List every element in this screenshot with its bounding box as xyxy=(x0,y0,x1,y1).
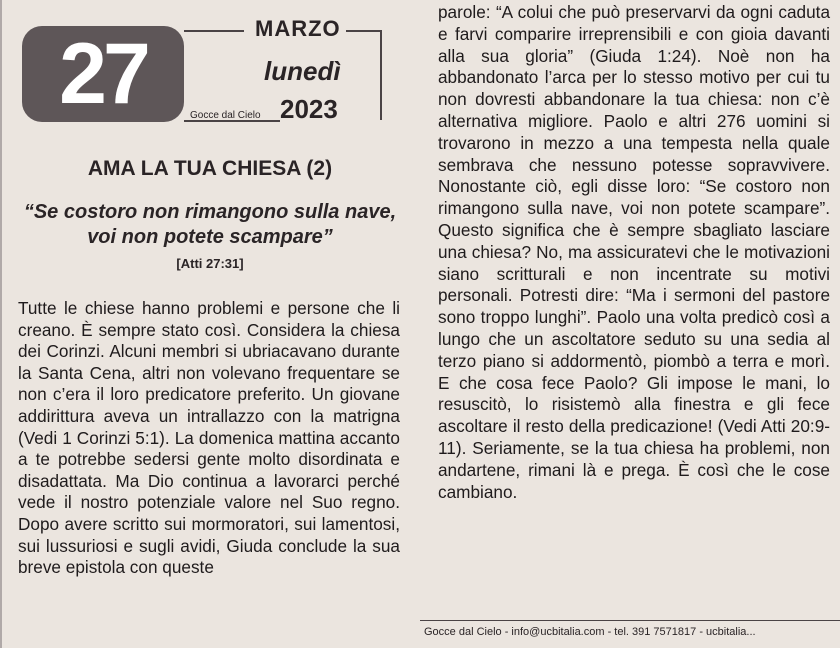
month-label: MARZO xyxy=(255,16,341,41)
day-number: 27 xyxy=(59,26,147,122)
series-name: Gocce dal Cielo xyxy=(190,110,261,121)
footer-divider xyxy=(420,620,840,621)
right-column xyxy=(420,0,840,648)
footer-contact: Gocce dal Cielo - info@ucbitalia.com - tel. 391 7571817 - ucbitalia... xyxy=(424,626,756,638)
header-line-side xyxy=(380,30,382,120)
header-line-top xyxy=(184,30,244,32)
body-text-left: Tutte le chiese hanno problemi e persone che li creano. È sempre stato così. Considera la chiesa dei Corinzi. Alcuni membri si ubriacavano durante la Santa Cena, altri non volevano frequentare se non c’era il loro predicatore preferito. Un giovane addirittura aveva un intrallazzo con la matrigna (Vedi 1 Corinzi 5:1). La domenica mattina accanto a te potrebbe sedersi gente molto disordinata e disadattata. Ma Dio continua a lavorarci perché vede il nostro potenziale valore nel Suo regno. Dopo avere scritto sui mormoratori, sui lamentosi, sui lussuriosi e sugli avidi, Giuda conclude la sua breve epistola con queste xyxy=(18,298,400,578)
body-text-right: parole: “A colui che può preservarvi da ogni caduta e farvi comparire irreprensibili e con gioia davanti alla sua gloria” (Giuda 1:24). Noè non ha abbandonato l’arca per lo stesso motivo per cui tu non dovresti abbandonare la tua chiesa: non c’è alternativa migliore. Paolo e altri 276 uomini si trovarono in mezzo a una tempesta nella quale sembrava che nessuno potesse sopravvivere. Nonostante ciò, egli disse loro: “Se costoro non rimangono sulla nave, voi non potete scampare”. Questo significa che è sempre sbagliato lasciare una chiesa? No, ma assicuratevi che le motivazioni siano scritturali e non incentrate su motivi personali. Potresti dire: “Ma i sermoni del pastore sono troppo lunghi”. Paolo una volta predicò così a lungo che un ascoltatore seduto su una sedia al terzo piano si addormentò, piombò a terra e morì. E che cosa fece Paolo? Gli impose le mani, lo resuscitò, lo risistemò alla finestra e gli fece ascoltare il resto della predicazione! (Vedi Atti 20:9-11). Seriamente, se la tua chiesa ha problemi, non andartene, rimani là e prega. È così che le cose cambiano. xyxy=(438,2,830,502)
date-badge xyxy=(22,26,184,122)
weekday-label: lunedì xyxy=(264,56,341,86)
header-line-top-right xyxy=(346,30,380,32)
year-label: 2023 xyxy=(280,94,338,124)
bible-quote: “Se costoro non rimangono sulla nave, voi non potete scampare” xyxy=(23,201,397,248)
bible-reference: [Atti 27:31] xyxy=(176,256,244,271)
devotional-title: AMA LA TUA CHIESA (2) xyxy=(87,157,333,180)
